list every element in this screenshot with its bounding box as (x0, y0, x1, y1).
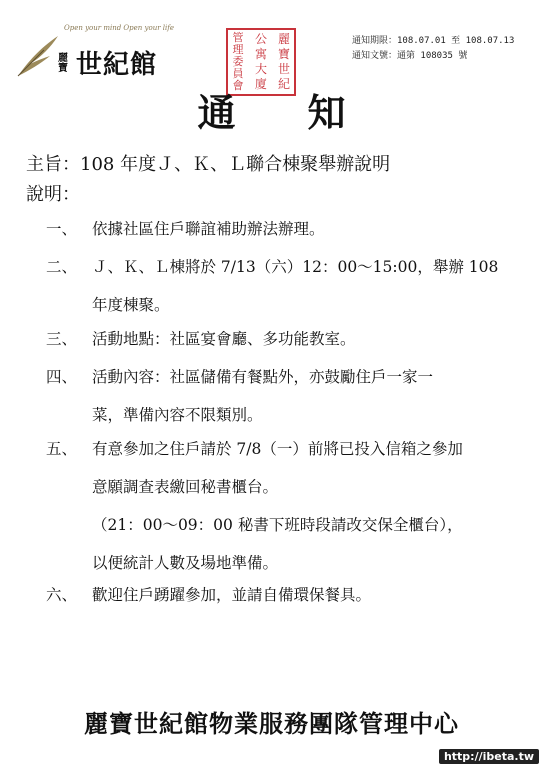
watermark-url: http://ibeta.tw (439, 749, 539, 764)
item-line: 活動地點：社區宴會廳、多功能教室。 (92, 330, 356, 348)
brand-logo (14, 20, 174, 80)
item-number: 二、 (46, 258, 78, 276)
notice-doc-number: 通知文號：通第 108035 號 (352, 51, 468, 61)
explanation-label: 說明： (26, 184, 80, 205)
seal-column: 管 理 委 員 會 (232, 31, 244, 92)
item-line: 意願調查表繳回秘書櫃台。 (92, 478, 279, 496)
seal-column: 公 寓 大 廈 (254, 32, 267, 91)
logo-brand-name: 世紀館 (76, 50, 158, 80)
item-line: 有意參加之住戶請於 7/8（一）前將已投入信箱之參加 (92, 440, 463, 458)
item-number: 一、 (46, 220, 78, 238)
feather-icon (14, 34, 60, 78)
item-line: 以便統計人數及場地準備。 (92, 554, 279, 572)
logo-tagline: Open your mind Open your life (64, 24, 174, 32)
item-line: Ｊ、Ｋ、Ｌ棟將於 7/13（六）12：00～15:00，舉辦 108 (92, 258, 499, 276)
item-number: 四、 (46, 368, 78, 386)
item-line: （21：00～09：00 秘書下班時段請改交保全櫃台）， (92, 516, 463, 534)
item-line: 年度棟聚。 (92, 296, 170, 314)
item-number: 六、 (46, 586, 78, 604)
issuer-signature: 麗寶世紀館物業服務團隊管理中心 (84, 709, 459, 738)
item-number: 五、 (46, 440, 78, 458)
page-title: 通知 (197, 90, 418, 135)
seal-column: 麗 寶 世 紀 (277, 32, 290, 91)
item-line: 活動內容：社區儲備有餐點外，亦鼓勵住戶一家一 (92, 368, 434, 386)
item-line: 菜，準備內容不限類別。 (92, 406, 263, 424)
notice-subject: 主旨：108 年度Ｊ、Ｋ、Ｌ聯合棟聚舉辦說明 (26, 154, 391, 175)
item-line: 依據社區住戶聯誼補助辦法辦理。 (92, 220, 325, 238)
logo-brand-small: 麗寶 (58, 53, 68, 74)
item-number: 三、 (46, 330, 78, 348)
notice-period: 通知期限：108.07.01 至 108.07.13 (352, 36, 515, 46)
notice-meta (352, 34, 514, 64)
item-line: 歡迎住戶踴躍參加，並請自備環保餐具。 (92, 586, 372, 604)
